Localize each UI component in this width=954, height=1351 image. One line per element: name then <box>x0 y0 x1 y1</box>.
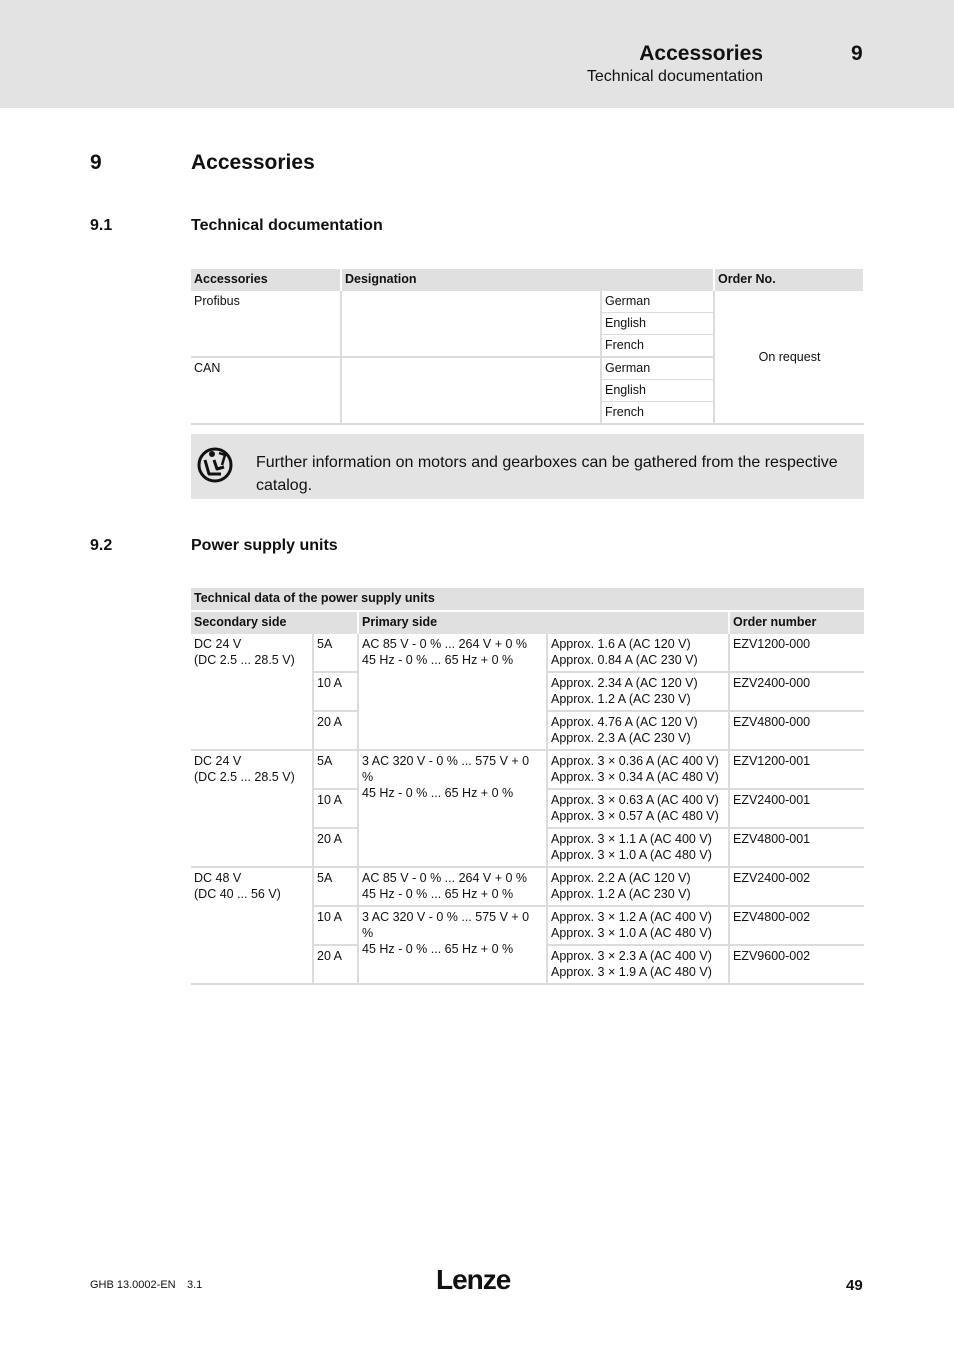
secondary-voltage-cell <box>191 750 313 867</box>
col-header-order-number: Order number <box>729 611 864 634</box>
header-chapter-number: 9 <box>851 42 863 65</box>
cell-line: (DC 2.5 ... 28.5 V) <box>194 770 295 784</box>
note-box <box>191 434 864 499</box>
input-current-cell <box>547 750 729 789</box>
doc-id: GHB 13.0002-EN <box>90 1279 176 1291</box>
output-current-cell: 10 A <box>313 906 358 945</box>
secondary-voltage-cell <box>191 634 313 750</box>
input-current-cell <box>547 828 729 867</box>
output-current-cell: 5A <box>313 867 358 906</box>
doc-version: 3.1 <box>187 1279 203 1291</box>
input-current-cell <box>547 672 729 711</box>
table-row <box>191 634 864 672</box>
output-current-cell: 10 A <box>313 789 358 828</box>
order-number-cell: EZV1200-000 <box>729 634 864 672</box>
table-row <box>191 750 864 789</box>
order-number-cell: EZV1200-001 <box>729 750 864 789</box>
cell-line: Approx. 3 × 1.2 A (AC 400 V) <box>551 910 712 924</box>
input-current-cell <box>547 867 729 906</box>
col-header-order-no: Order No. <box>714 269 864 291</box>
cell-line: AC 85 V - 0 % ... 264 V + 0 % <box>362 637 528 651</box>
book-reader-icon <box>197 441 245 489</box>
secondary-voltage-cell <box>191 867 313 984</box>
col-header-primary: Primary side <box>358 611 729 634</box>
cell-line: Approx. 2.3 A (AC 230 V) <box>551 731 691 745</box>
designation-cell <box>341 291 601 357</box>
order-number-cell: EZV4800-001 <box>729 828 864 867</box>
section-number: 9 <box>90 151 102 174</box>
table-row <box>191 867 864 906</box>
header-subtitle: Technical documentation <box>586 68 763 85</box>
subsection-number-1: 9.1 <box>90 217 113 234</box>
lenze-logo: Lenze <box>436 1264 511 1295</box>
order-number-cell: EZV2400-001 <box>729 789 864 828</box>
cell-line: Approx. 3 × 2.3 A (AC 400 V) <box>551 949 712 963</box>
order-number-cell: EZV4800-002 <box>729 906 864 945</box>
language-cell: French <box>601 335 714 358</box>
output-current-cell: 20 A <box>313 711 358 750</box>
language-cell: German <box>601 291 714 313</box>
order-cell: On request <box>714 291 864 424</box>
primary-input-cell <box>358 867 547 906</box>
header-title: Accessories <box>639 42 763 65</box>
cell-line: Approx. 0.84 A (AC 230 V) <box>551 653 698 667</box>
input-current-cell <box>547 711 729 750</box>
subsection-title-1: Technical documentation <box>191 217 383 234</box>
col-header-accessories: Accessories <box>191 269 341 291</box>
primary-input-cell <box>358 634 547 750</box>
output-current-cell: 10 A <box>313 672 358 711</box>
cell-line: 45 Hz - 0 % ... 65 Hz + 0 % <box>362 653 514 667</box>
page-header <box>0 0 954 108</box>
output-current-cell: 20 A <box>313 945 358 984</box>
cell-line: DC 24 V <box>194 754 242 768</box>
cell-line: Approx. 1.2 A (AC 230 V) <box>551 692 691 706</box>
cell-line: DC 24 V <box>194 637 242 651</box>
order-number-cell: EZV4800-000 <box>729 711 864 750</box>
cell-line: Approx. 3 × 1.0 A (AC 480 V) <box>551 848 712 862</box>
cell-line: (DC 2.5 ... 28.5 V) <box>194 653 295 667</box>
cell-line: 3 AC 320 V - 0 % ... 575 V + 0 % <box>362 754 530 784</box>
order-number-cell: EZV2400-002 <box>729 867 864 906</box>
output-current-cell: 5A <box>313 750 358 789</box>
cell-line: Approx. 3 × 1.9 A (AC 480 V) <box>551 965 712 979</box>
input-current-cell <box>547 906 729 945</box>
cell-line: Approx. 2.34 A (AC 120 V) <box>551 676 698 690</box>
cell-line: Approx. 3 × 1.1 A (AC 400 V) <box>551 832 712 846</box>
input-current-cell <box>547 945 729 984</box>
page-number: 49 <box>846 1277 863 1294</box>
cell-line: AC 85 V - 0 % ... 264 V + 0 % <box>362 871 528 885</box>
cell-line: Approx. 3 × 0.36 A (AC 400 V) <box>551 754 719 768</box>
cell-line: 45 Hz - 0 % ... 65 Hz + 0 % <box>362 786 514 800</box>
order-number-cell: EZV9600-002 <box>729 945 864 984</box>
cell-line: 45 Hz - 0 % ... 65 Hz + 0 % <box>362 887 514 901</box>
subsection-title-2: Power supply units <box>191 537 338 554</box>
documentation-table <box>191 269 865 425</box>
cell-line: Approx. 4.76 A (AC 120 V) <box>551 715 698 729</box>
order-number-cell: EZV2400-000 <box>729 672 864 711</box>
cell-line: Approx. 1.2 A (AC 230 V) <box>551 887 691 901</box>
cell-line: 45 Hz - 0 % ... 65 Hz + 0 % <box>362 942 514 956</box>
col-header-secondary: Secondary side <box>191 611 358 634</box>
section-title: Accessories <box>191 151 315 174</box>
cell-line: (DC 40 ... 56 V) <box>194 887 281 901</box>
cell-line: Approx. 3 × 1.0 A (AC 480 V) <box>551 926 712 940</box>
cell-line: Approx. 3 × 0.63 A (AC 400 V) <box>551 793 719 807</box>
language-cell: English <box>601 380 714 402</box>
power-supply-table <box>191 588 864 985</box>
accessory-cell: CAN <box>191 357 341 424</box>
output-current-cell: 5A <box>313 634 358 672</box>
primary-input-cell <box>358 750 547 867</box>
cell-line: 3 AC 320 V - 0 % ... 575 V + 0 % <box>362 910 530 940</box>
table-title: Technical data of the power supply units <box>191 588 864 611</box>
cell-line: Approx. 1.6 A (AC 120 V) <box>551 637 691 651</box>
output-current-cell: 20 A <box>313 828 358 867</box>
language-cell: French <box>601 402 714 425</box>
input-current-cell <box>547 789 729 828</box>
accessory-cell: Profibus <box>191 291 341 357</box>
subsection-number-2: 9.2 <box>90 537 113 554</box>
cell-line: DC 48 V <box>194 871 242 885</box>
cell-line: Approx. 2.2 A (AC 120 V) <box>551 871 691 885</box>
input-current-cell <box>547 634 729 672</box>
cell-line: Approx. 3 × 0.34 A (AC 480 V) <box>551 770 719 784</box>
language-cell: English <box>601 313 714 335</box>
col-header-designation: Designation <box>341 269 714 291</box>
note-text: Further information on motors and gearboxes can be gathered from the respective catalog. <box>256 454 838 494</box>
cell-line: Approx. 3 × 0.57 A (AC 480 V) <box>551 809 719 823</box>
designation-cell <box>341 357 601 424</box>
language-cell: German <box>601 357 714 380</box>
primary-input-cell <box>358 906 547 984</box>
